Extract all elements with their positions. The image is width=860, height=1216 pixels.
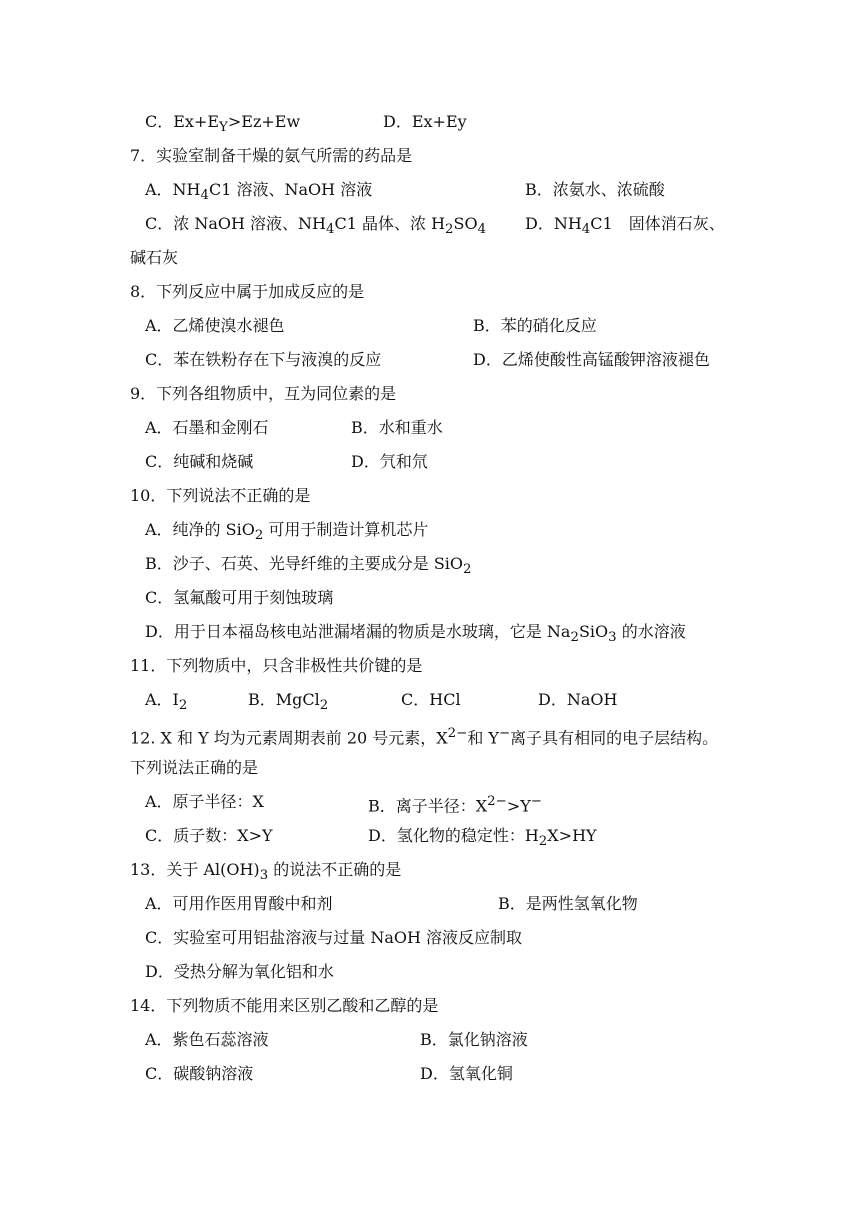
- option-text: B．离子半径：$X^{2-}>Y^-$: [368, 794, 542, 816]
- option-text: 碱石灰: [130, 248, 179, 267]
- option-text: C．纯碱和烧碱: [145, 452, 254, 471]
- option-text: B．苯的硝化反应: [473, 316, 597, 335]
- option-text: B．沙子、石英、光导纤维的主要成分是 SiO$_2$: [145, 554, 472, 578]
- option-text: C．浓 NaOH 溶液、$NH_4C1$ 晶体、浓 $H_2SO_4$: [145, 214, 487, 238]
- option-text: D．NaOH: [538, 690, 618, 709]
- option-text: D．用于日本福岛核电站泄漏堵漏的物质是水玻璃，它是 $Na_2SiO_3$ 的水溶液: [145, 622, 686, 646]
- option-text: A．乙烯使溴水褪色: [145, 316, 285, 335]
- option-text: C．氢氟酸可用于刻蚀玻璃: [145, 588, 334, 607]
- option-text: C．碳酸钠溶液: [145, 1064, 254, 1083]
- question-stem: 13．关于 $Al(OH)_3$ 的说法不正确的是: [130, 860, 402, 884]
- option-text: D．$NH_4C1$ 固体消石灰、: [525, 214, 725, 238]
- option-text: A．紫色石蕊溶液: [145, 1030, 269, 1049]
- option-text: C．苯在铁粉存在下与液溴的反应: [145, 350, 382, 369]
- question-stem: 10．下列说法不正确的是: [130, 486, 311, 505]
- option-text: C．质子数：X>Y: [145, 826, 273, 845]
- option-text: C．HCl: [401, 690, 461, 709]
- option-text: D．氢氧化铜: [420, 1064, 513, 1083]
- option-text: D．乙烯使酸性高锰酸钾溶液褪色: [473, 350, 710, 369]
- option-text: C．实验室可用铝盐溶液与过量 NaOH 溶液反应制取: [145, 928, 523, 947]
- option-text: B．氯化钠溶液: [420, 1030, 528, 1049]
- option-text: B．水和重水: [351, 418, 443, 437]
- question-stem: 7．实验室制备干燥的氨气所需的药品是: [130, 146, 413, 165]
- question-stem: 12. X 和 Y 均为元素周期表前 20 号元素，$X^{2-}$和 Y−离子具有相同的电子层结构。: [130, 726, 719, 748]
- option-text: D．受热分解为氧化铝和水: [145, 962, 334, 981]
- option-text: A．$I_2$: [145, 690, 188, 714]
- option-text: C．$Ex+E_Y>Ez+Ew$: [145, 112, 301, 136]
- question-stem: 14．下列物质不能用来区别乙酸和乙醇的是: [130, 996, 439, 1015]
- option-text: A．纯净的 SiO$_2$ 可用于制造计算机芯片: [145, 520, 429, 544]
- option-text: A．原子半径：X: [145, 792, 264, 811]
- option-text: D．Ex+Ey: [383, 112, 467, 131]
- option-text: A．可用作医用胃酸中和剂: [145, 894, 333, 913]
- question-stem: 9．下列各组物质中，互为同位素的是: [130, 384, 397, 403]
- option-text: B．浓氨水、浓硫酸: [525, 180, 665, 199]
- option-text: D．氢化物的稳定性：$H_2X>HY$: [368, 826, 597, 850]
- option-text: A．石墨和金刚石: [145, 418, 269, 437]
- option-text: B．MgCl$_2$: [248, 690, 329, 714]
- option-text: D．氕和氘: [351, 452, 428, 471]
- question-stem: 11．下列物质中，只含非极性共价键的是: [130, 656, 423, 675]
- option-text: B．是两性氢氧化物: [498, 894, 638, 913]
- question-stem: 8．下列反应中属于加成反应的是: [130, 282, 365, 301]
- option-text: A．$NH_4C1$ 溶液、NaOH 溶液: [145, 180, 373, 204]
- question-stem-continued: 下列说法正确的是: [130, 758, 259, 777]
